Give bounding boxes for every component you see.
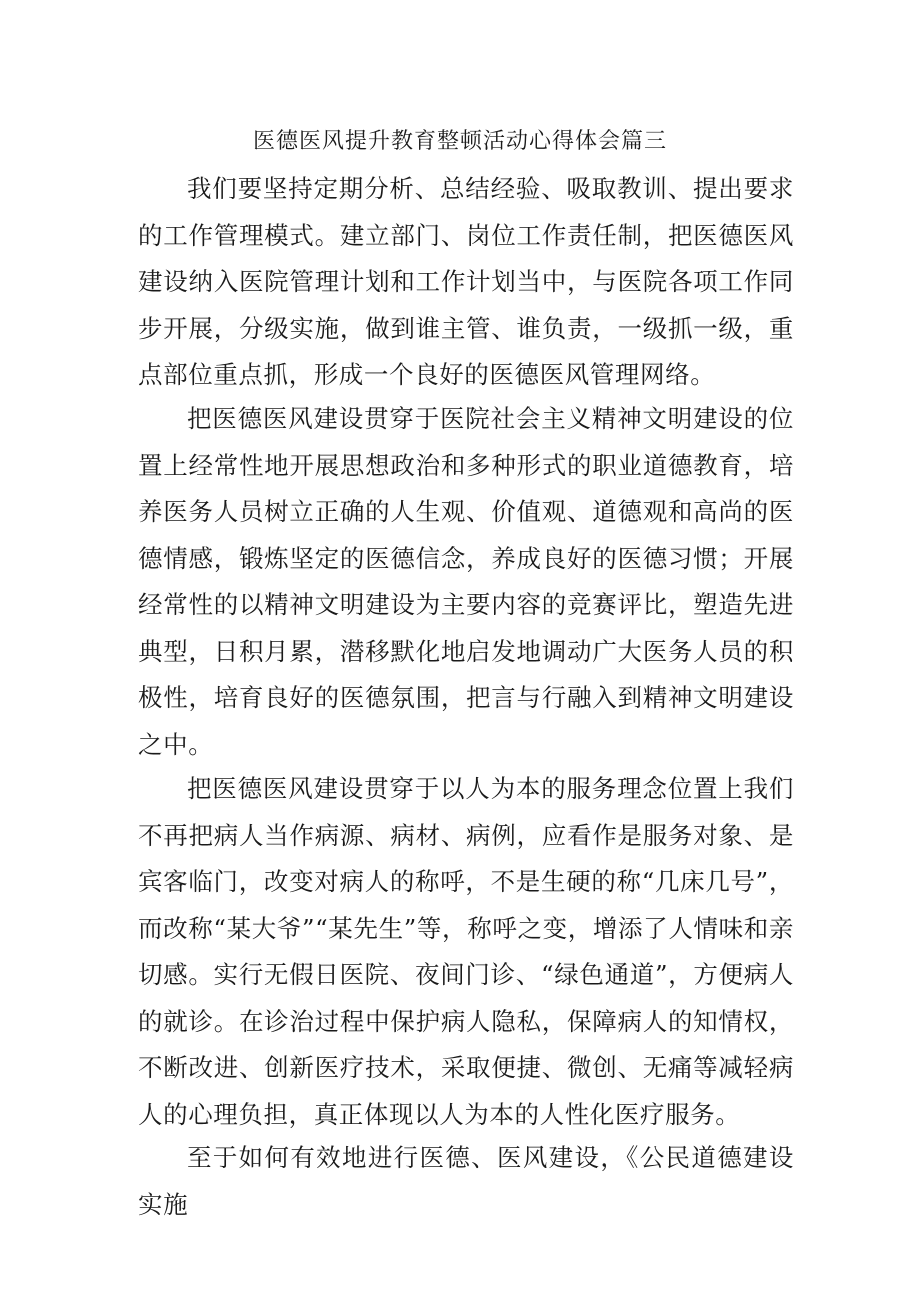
paragraph-people-oriented-service: 把医德医风建设贯穿于以人为本的服务理念位置上我们不再把病人当作病源、病材、病例，应看作是服务对象、是宾客临门，改变对病人的称呼，不是生硬的称“几床几号”，而改称“某大爷”“某先生”等，称呼之变，增添了人情味和亲切感。实行无假日医院、夜间门诊、“绿色通道”，方便病人的就诊。在诊治过程中保护病人隐私，保障病人的知情权，不断改进、创新医疗技术，采取便捷、微创、无痛等减轻病人的心理负担，真正体现以人为本的人性化医疗服务。 — [138, 774, 794, 1129]
paragraph-management-mode: 我们要坚持定期分析、总结经验、吸取教训、提出要求的工作管理模式。建立部门、岗位工作责任制，把医德医风建设纳入医院管理计划和工作计划当中，与医院各项工作同步开展，分级实施，做到谁主管、谁负责，一级抓一级，重点部位重点抓，形成一个良好的医德医风管理网络。 — [138, 174, 794, 389]
document-title: 医德医风提升教育整顿活动心得体会篇三 — [252, 129, 667, 154]
paragraph-construction-methods: 至于如何有效地进行医德、医风建设，《公民道德建设实施 — [138, 1143, 794, 1219]
paragraph-spiritual-civilization: 把医德医风建设贯穿于医院社会主义精神文明建设的位置上经常性地开展思想政治和多种形式的职业道德教育，培养医务人员树立正确的人生观、价值观、道德观和高尚的医德情感，锻炼坚定的医德信念，养成良好的医德习惯；开展经常性的以精神文明建设为主要内容的竞赛评比，塑造先进典型，日积月累，潜移默化地启发地调动广大医务人员的积极性，培育良好的医德氛围，把言与行融入到精神文明建设之中。 — [138, 404, 794, 759]
